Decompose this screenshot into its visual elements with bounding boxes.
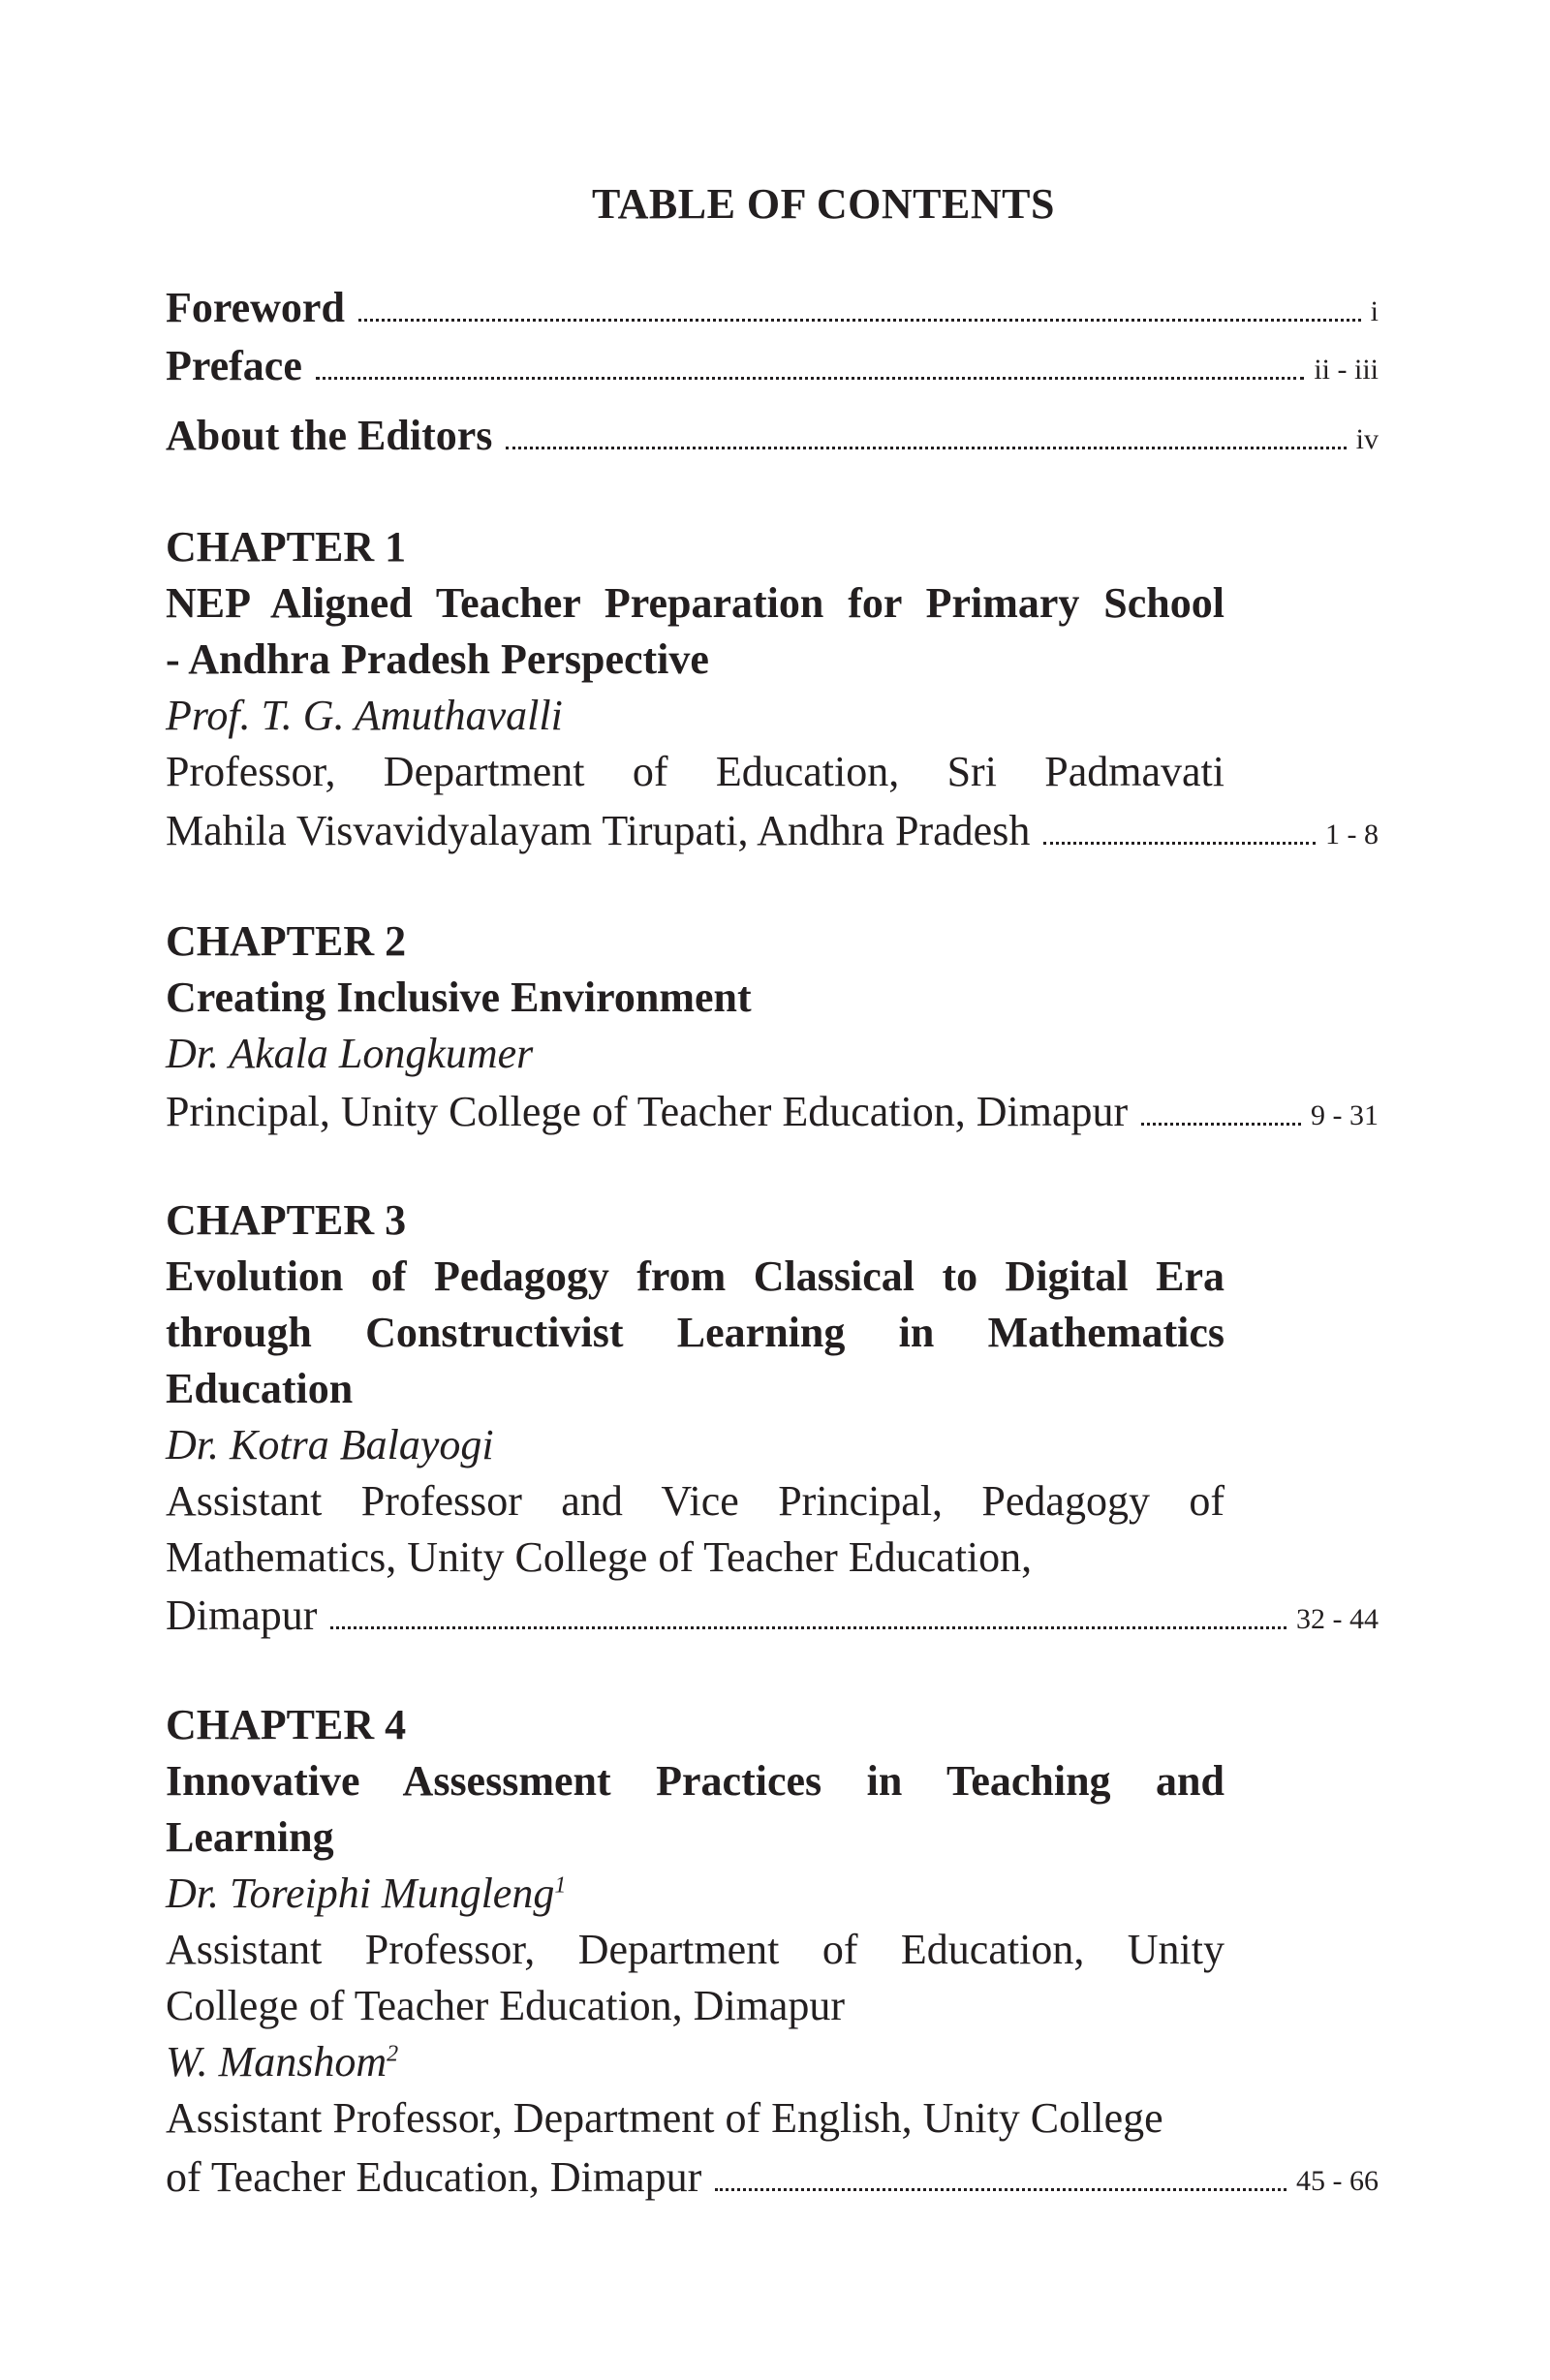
- author-mark: 2: [387, 2041, 399, 2067]
- dot-leader: [358, 319, 1361, 322]
- chapter-4-affiliation-line: Assistant Professor, Department of English, Unity College: [166, 2094, 1163, 2142]
- chapter-1-author: Prof. T. G. Amuthavalli: [166, 692, 563, 739]
- chapter-4-heading: CHAPTER 4: [166, 1701, 407, 1748]
- entry-label: About the Editors: [166, 412, 493, 459]
- chapter-4-title-line: Learning: [166, 1813, 334, 1861]
- entry-label: Foreword: [166, 284, 345, 331]
- chapter-4-affiliation-line: College of Teacher Education, Dimapur: [166, 1982, 846, 2029]
- chapter-4-title-line: Innovative Assessment Practices in Teaching and: [166, 1757, 1224, 1805]
- dot-leader: [506, 447, 1346, 449]
- chapter-2-title-line: Creating Inclusive Environment: [166, 974, 752, 1021]
- chapter-3-affiliation-line: Assistant Professor and Vice Principal, Pedagogy of: [166, 1477, 1224, 1525]
- page-title: TABLE OF CONTENTS: [592, 180, 1055, 228]
- entry-page: ii - iii: [1314, 354, 1379, 386]
- chapter-3-affiliation-leader: [166, 1589, 1379, 1643]
- entry-label: Preface: [166, 342, 302, 389]
- toc-entry-about-editors: [166, 409, 1379, 463]
- dot-leader: [330, 1626, 1286, 1629]
- chapter-2-affiliation-leader: [166, 1085, 1379, 1139]
- chapter-3-title-line: through Constructivist Learning in Mathematics: [166, 1309, 1224, 1356]
- toc-entry-foreword: [166, 281, 1379, 335]
- entry-page: iv: [1355, 423, 1379, 455]
- chapter-1-affiliation-line: Professor, Department of Education, Sri Padmavati: [166, 748, 1224, 795]
- chapter-1-affiliation-leader: [166, 804, 1379, 858]
- chapter-3-title-line: Education: [166, 1365, 354, 1412]
- chapter-3-heading: CHAPTER 3: [166, 1196, 407, 1244]
- chapter-1-title-line: NEP Aligned Teacher Preparation for Primary School: [166, 579, 1224, 627]
- dot-leader: [1043, 842, 1316, 845]
- author-name: W. Manshom: [166, 2038, 388, 2086]
- chapter-2-heading: CHAPTER 2: [166, 917, 407, 965]
- chapter-4-affiliation-leader: [166, 2150, 1379, 2205]
- chapter-3-title-line: Evolution of Pedagogy from Classical to Digital Era: [166, 1252, 1224, 1300]
- chapter-4-pages: 45 - 66: [1296, 2165, 1379, 2197]
- chapter-2-author: Dr. Akala Longkumer: [166, 1030, 534, 1077]
- chapter-3-affiliation-line: Mathematics, Unity College of Teacher Education,: [166, 1533, 1033, 1581]
- chapter-4-author-2: [166, 2035, 398, 2089]
- chapter-2-pages: 9 - 31: [1311, 1099, 1379, 1131]
- chapter-4-affiliation-line: of Teacher Education, Dimapur: [166, 2153, 702, 2201]
- chapter-1-heading: CHAPTER 1: [166, 523, 407, 571]
- chapter-3-pages: 32 - 44: [1296, 1603, 1379, 1635]
- chapter-1-affiliation-line: Mahila Visvavidyalayam Tirupati, Andhra Pradesh: [166, 807, 1031, 854]
- chapter-3-affiliation-line: Dimapur: [166, 1592, 318, 1639]
- dot-leader: [1141, 1123, 1301, 1126]
- chapter-3-author: Dr. Kotra Balayogi: [166, 1421, 494, 1468]
- toc-entry-preface: [166, 339, 1379, 393]
- chapter-4-affiliation-line: Assistant Professor, Department of Education, Unity: [166, 1926, 1224, 1973]
- chapter-4-author-1: [166, 1867, 566, 1921]
- dot-leader: [316, 377, 1304, 380]
- chapter-1-title-line: - Andhra Pradesh Perspective: [166, 635, 709, 683]
- chapter-1-pages: 1 - 8: [1325, 819, 1379, 850]
- author-name: Dr. Toreiphi Mungleng: [166, 1870, 555, 1917]
- chapter-2-affiliation-line: Principal, Unity College of Teacher Education, Dimapur: [166, 1088, 1129, 1135]
- entry-page: i: [1370, 295, 1379, 327]
- author-mark: 1: [554, 1872, 567, 1899]
- dot-leader: [715, 2188, 1286, 2191]
